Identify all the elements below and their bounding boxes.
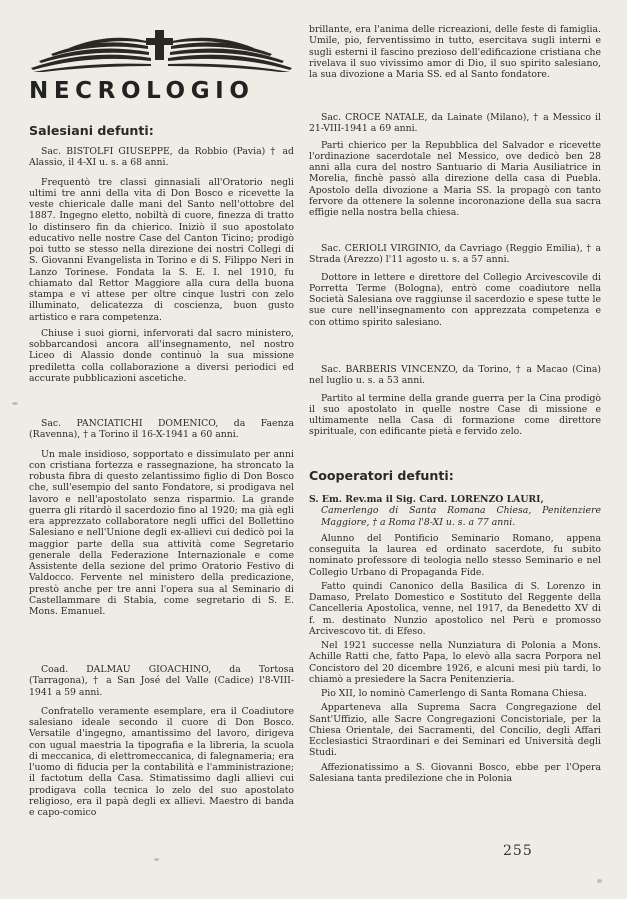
obituary-heading: Sac. BISTOLFI GIUSEPPE, da Robbio (Pavia) † ad Alassio, il 4-XI u. s. a 68 anni. [29,146,294,169]
obituary-text: Pio XII, lo nominò Camerlengo di Santa Romana Chiesa. [321,688,587,699]
obituary-dalmau-continued [309,24,601,80]
page-title: NECROLOGIO [29,78,255,104]
obituary-croce [309,112,601,218]
obituary-dalmau [29,664,294,818]
obituary-heading: Sac. PANCIATICHI DOMENICO, da Faenza (Ravenna), † a Torino il 16-X-1941 a 60 anni. [29,418,294,441]
obituary-lauri [309,494,601,784]
print-smudge [597,879,602,883]
obituary-panciatichi [29,418,294,617]
obituary-barberis [309,364,601,438]
page-number: 255 [503,843,533,859]
obituary-heading: Sac. CERIOLI VIRGINIO, da Cavriago (Reggio Emilia), † a Strada (Arezzo) l'11 agosto u. s. a 57 anni. [309,243,601,266]
obituary-heading: Sac. BARBERIS VINCENZO, da Torino, † a Macao (Cina) nel luglio u. s. a 53 anni. [309,364,601,387]
obituary-heading: Sac. CROCE NATALE, da Lainate (Milano), † a Messico il 21-VIII-1941 a 69 anni. [309,112,601,135]
obituary-heading: S. Em. Rev.ma il Sig. Card. LORENZO LAURI, [309,494,544,505]
obituary-text: Apparteneva alla Suprema Sacra Congregazione del Sant'Uffizio, alle Sacre Congregazioni Concistoriale, per la Chiesa Orientale, dei Sacramenti, del Concilio, degli Affari Ecclesiastici Straordinari e dei Seminari ed Università degli Studi. [309,702,601,759]
obituary-bistolfi [29,146,294,384]
section-heading-salesiani: Salesiani defunti: [29,123,154,138]
print-smudge [12,402,18,405]
obituary-text: Parti chierico per la Repubblica del Salvador e ricevette l'ordinazione sacerdotale nel Messico, ove dedicò ben 28 anni alla cura del nostro Santuario di Maria Ausiliatrice in Morelia, finchè passò alla direzione della casa di Puebla. Apostolo della divozione a Maria SS. la propagò con tanto fervore da ottenere la solenne incoronazione della sua sacra effigie nella nostra bella chiesa. [309,139,601,218]
print-smudge [154,858,159,861]
obituary-text: Un male insidioso, sopportato e dissimulato per anni con cristiana fortezza e rassegnazione, ha stroncato la robusta fibra di questo zelantissimo figlio di Don Bosco che, sull'esempio del santo Fondatore, si prodigava nel lavoro e nell'apostolato senza risparmio. La grande guerra gli ritardò il sacerdozio fino al 1920; ma già egli era apprezzato collaboratore negli uffici del Bollettino Salesiano e nell'Unione degli ex-allievi cui dedicò poi la maggior parte della sua attività come Segretario generale della Federazione Internazionale e come Assistente della sezione del primo Oratorio Festivo di Valdocco. Fervente nel ministero della predicazione, prestò anche per tre anni l'opera sua al Seminario di Castellammare di Stabia, come segretario di S. E. Mons. Emanuel. [29,448,294,617]
section-heading-cooperatori: Cooperatori defunti: [309,468,454,483]
obituary-text: Partito al termine della grande guerra per la Cina prodigò il suo apostolato in quelle nostre Case di missione e ultimamente nella Casa di formazione come direttore spirituale, con edificante pietà e fervido zelo. [309,392,601,438]
obituary-heading: Coad. DALMAU GIOACHINO, da Tortosa (Tarragona), † a San José del Valle (Cadice) l'8-VIII-1941 a 59 anni. [29,664,294,698]
obituary-text: brillante, era l'anima delle ricreazioni, delle feste di famiglia. Umile, pio, ferventissimo in tutto, esercitava sugli interni e sugli esterni il fascino prezioso dell'edificazione cristiana che rivelava il suo vivissimo amor di Dio, il suo spirito salesiano, la sua divozione a Maria SS. ed al Santo fondatore. [309,24,601,80]
obituary-text: Affezionatissimo a S. Giovanni Bosco, ebbe per l'Opera Salesiana tanta predilezione che in Polonia [309,761,601,784]
obituary-cerioli [309,243,601,328]
obituary-text: Fatto quindi Canonico della Basilica di S. Lorenzo in Damaso, Prelato Domestico e Sostituto del Reggente della Cancelleria Apostolica, venne, nel 1917, da Benedetto XV di f. m. destinato Nunzio apostolico nel Perù e promosso Arcivescovo tit. di Efeso. [309,580,601,637]
obituary-text: Frequentò tre classi ginnasiali all'Oratorio negli ultimi tre anni della vita di Don Bosco e ricevette la veste chiericale dalle mani del Santo nell'ottobre del 1887. Ingegno eletto, nobiltà di cuore, finezza di tratto lo distinsero fin da chierico. Iniziò il suo apostolato educativo nelle nostre Case del Canton Ticino; prodigò poi tutto se stesso nella direzione dei nostri Collegi di S. Giovanni Evangelista in Torino e di S. Filippo Neri in Lanzo Torinese. Fondata la S. E. I. nel 1910, fu chiamato dal Rettor Maggiore alla cura della buona stampa e vi attese per oltre cinque lustri con zelo illuminato, delicatezza di coscienza, buon gusto artistico e rara competenza. [29,176,294,323]
obituary-text: Confratello veramente esemplare, era il Coadiutore salesiano ideale secondo il cuore di Don Bosco. Versatile d'ingegno, amantissimo del lavoro, dirigeva con ugual maestria la tipografia e la libreria, la scuola di meccanica, di elettromeccanica, di falegnameria; era l'uomo di fiducia per la contabilità e l'amministrazione; il factotum della Casa. Stimatissimo dagli allievi cui prodigava colla tecnica lo zelo del suo apostolato religioso, era il papà degli ex allievi. Maestro di banda e capo-comico [29,705,294,818]
obituary-text: Dottore in lettere e direttore del Collegio Arcivescovile di Porretta Terme (Bologna), entrò come coadiutore nella Società Salesiana ove raggiunse il sacerdozio e spese tutte le sue cure nell'insegnamento con apprezzata competenza e con ottimo spirito salesiano. [309,271,601,328]
obituary-subheading: Camerlengo di Santa Romana Chiesa, Penitenziere Maggiore, † a Roma l'8-XI u. s. a 77 anni. [321,505,601,528]
obituary-text: Nel 1921 successe nella Nunziatura di Polonia a Mons. Achille Ratti che, fatto Papa, lo elevò alla sacra Porpora nel Concistoro del 20 dicembre 1926, e alcuni mesi più tardi, lo chiamò a presiedere la Sacra Penitenzieria. [309,640,601,685]
obituary-text: Alunno del Pontificio Seminario Romano, appena conseguita la laurea ed ordinato sacerdote, fu subito nominato professore di teologia nello stesso Seminario e nel Collegio Urbano di Propaganda Fide. [309,532,601,578]
obituary-text: Chiuse i suoi giorni, infervorati dal sacro ministero, sobbarcandosi ancora all'insegnamento, nel nostro Liceo di Alassio donde continuò la sua missione prediletta colla collaborazione a diversi periodici ed accurate pubblicazioni ascetiche. [29,327,294,384]
cross-with-palms-icon [29,28,294,72]
